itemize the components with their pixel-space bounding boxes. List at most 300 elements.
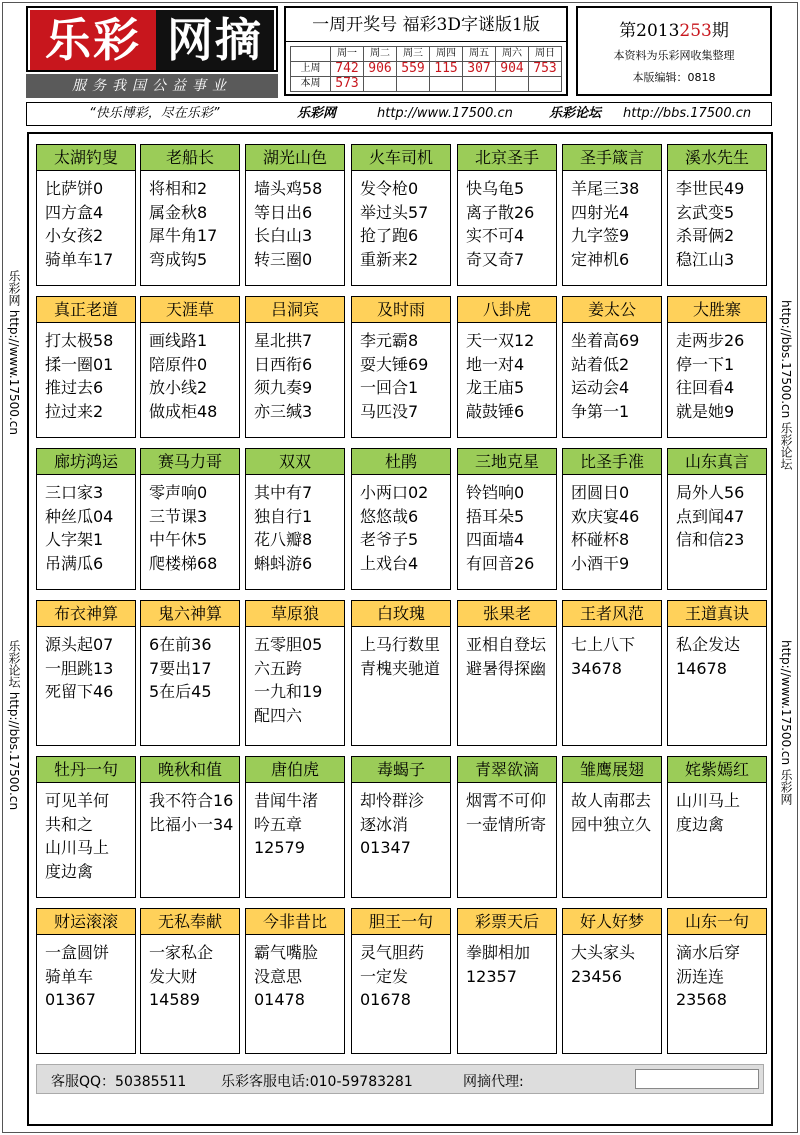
- side-text-left-1: 乐彩网 http://www.17500.cn: [7, 270, 21, 435]
- tip-line: 上马行数里: [360, 635, 441, 654]
- tip-card-body: [563, 627, 661, 680]
- footer: [36, 1064, 764, 1094]
- logo: [26, 6, 278, 72]
- tip-line: 沥连连: [676, 966, 725, 986]
- tip-line: 灵气胆药: [360, 943, 425, 962]
- tip-card-body: [563, 783, 661, 836]
- tip-line: 蝌蚪游6: [254, 553, 313, 573]
- site-link[interactable]: http://www.17500.cn: [377, 106, 513, 121]
- tip-card-title: 圣手箴言: [563, 145, 661, 171]
- tip-card: [667, 448, 767, 590]
- tip-line: 源头起07: [45, 635, 114, 654]
- tip-card-title: 湖光山色: [246, 145, 344, 171]
- tip-line: 李世民49: [676, 179, 745, 198]
- issue-box: [576, 6, 772, 96]
- tip-line: 一家私企: [149, 943, 214, 962]
- tip-card: [562, 600, 662, 746]
- footer-qq: 客服QQ：50385511: [51, 1074, 187, 1090]
- tip-line: 有回音26: [466, 553, 535, 573]
- tip-card-body: [246, 171, 344, 271]
- tip-line: 快乌龟5: [466, 179, 525, 198]
- tip-card: [140, 908, 240, 1054]
- tip-line: 发大财: [149, 966, 198, 986]
- tip-card: [562, 448, 662, 590]
- tip-card: [667, 144, 767, 286]
- draw-number: 307: [463, 62, 496, 77]
- tip-line: 三口家3: [45, 483, 104, 502]
- tip-card: [457, 296, 557, 438]
- last-week-label: 上周: [291, 62, 331, 77]
- draw-number: [430, 77, 463, 92]
- tip-card-title: 真正老道: [37, 297, 135, 323]
- tip-line: 逐冰消: [360, 814, 409, 834]
- side-text-right-2: http://www.17500.cn 乐彩网: [779, 640, 793, 805]
- draw-number: 906: [364, 62, 397, 77]
- tip-card: [245, 144, 345, 286]
- tip-line: 园中独立久: [571, 814, 652, 834]
- tip-line: 一定发: [360, 966, 409, 986]
- tip-line: 故人南郡去: [571, 791, 652, 810]
- tip-card-body: [37, 627, 135, 704]
- tip-card-title: 晚秋和值: [141, 757, 239, 783]
- tip-line: 可见羊何: [45, 791, 110, 810]
- tip-card-body: [352, 323, 450, 423]
- tip-line: 运动会4: [571, 378, 630, 397]
- tip-card-body: [668, 783, 766, 836]
- tip-card: [562, 756, 662, 898]
- tip-line: 共和之: [45, 814, 94, 834]
- tip-card-body: [458, 783, 556, 836]
- tip-card-title: 赛马力哥: [141, 449, 239, 475]
- tip-line: 推过去6: [45, 378, 104, 397]
- tip-line: 四面墙4: [466, 530, 525, 549]
- tip-line: 抢了跑6: [360, 226, 419, 245]
- tip-line: 独自行1: [254, 506, 313, 526]
- tip-card-body: [563, 475, 661, 575]
- footer-agent: 网摘代理:: [463, 1074, 524, 1090]
- tip-card: [245, 908, 345, 1054]
- tip-line: 将相和2: [149, 179, 208, 198]
- forum-link[interactable]: http://bbs.17500.cn: [623, 106, 752, 121]
- tip-card-body: [246, 783, 344, 860]
- tip-line: 34678: [571, 658, 622, 678]
- tip-line: 23568: [676, 990, 727, 1009]
- tip-card: [36, 756, 136, 898]
- tip-card-body: [141, 171, 239, 271]
- tip-line: 7要出17: [149, 658, 212, 678]
- tip-line: 奇又奇7: [466, 249, 525, 269]
- draw-number: 742: [331, 62, 364, 77]
- tip-card: [36, 296, 136, 438]
- tip-card-body: [141, 783, 239, 836]
- tip-line: 画线路1: [149, 331, 208, 350]
- tip-card: [245, 296, 345, 438]
- tip-line: 实不可4: [466, 226, 525, 245]
- tip-line: 霸气嘴脸: [254, 943, 319, 962]
- tip-line: 欢庆宴46: [571, 506, 640, 526]
- tip-line: 青槐夹驰道: [360, 658, 441, 678]
- tip-line: 配四六: [254, 705, 303, 725]
- tip-line: 14678: [676, 658, 727, 678]
- tip-card-title: 大胜寨: [668, 297, 766, 323]
- tip-card-title: 财运滚滚: [37, 909, 135, 935]
- tip-line: 没意思: [254, 966, 303, 986]
- tip-line: 发令枪0: [360, 179, 419, 198]
- tip-card-title: 吕洞宾: [246, 297, 344, 323]
- tip-card-title: 毒蝎子: [352, 757, 450, 783]
- tip-card-body: [37, 323, 135, 423]
- tip-line: 墙头鸡58: [254, 179, 323, 198]
- tip-line: 避暑得探幽: [466, 658, 547, 678]
- tip-line: 争第一1: [571, 401, 630, 421]
- tip-card: [351, 296, 451, 438]
- tip-card: [457, 756, 557, 898]
- side-text-right-1: http://bbs.17500.cn 乐彩论坛: [779, 300, 793, 471]
- tip-line: 团圆日0: [571, 483, 630, 502]
- tip-card: [351, 756, 451, 898]
- tip-line: 小两口02: [360, 483, 429, 502]
- tip-card: [245, 600, 345, 746]
- tip-line: 花八瓣8: [254, 530, 313, 549]
- tip-card-title: 八卦虎: [458, 297, 556, 323]
- tip-card-title: 北京圣手: [458, 145, 556, 171]
- tip-card-body: [37, 783, 135, 883]
- tip-line: 01367: [45, 990, 96, 1009]
- tip-card: [457, 908, 557, 1054]
- tip-card-title: 王者风范: [563, 601, 661, 627]
- tip-card-title: 山东真言: [668, 449, 766, 475]
- tip-line: 铃铛响0: [466, 483, 525, 502]
- draw-number: [397, 77, 430, 92]
- tip-line: 局外人56: [676, 483, 745, 502]
- tip-line: 五零胆05: [254, 635, 323, 654]
- tip-line: 陪原件0: [149, 354, 208, 374]
- draw-number: [496, 77, 529, 92]
- tip-line: 地一对4: [466, 354, 525, 374]
- tip-card-body: [668, 475, 766, 552]
- tip-line: 死留下46: [45, 682, 114, 701]
- tip-line: 爬楼梯68: [149, 553, 218, 573]
- tip-line: 比福小一34: [149, 814, 234, 834]
- tip-card-body: [352, 935, 450, 1012]
- tip-line: 放小线2: [149, 378, 208, 397]
- tip-card-title: 及时雨: [352, 297, 450, 323]
- tip-line: 一九和19: [254, 682, 323, 701]
- tip-card-body: [141, 323, 239, 423]
- this-week-label: 本周: [291, 77, 331, 92]
- tip-line: 昔闻牛渚: [254, 791, 319, 810]
- tip-line: 种丝瓜04: [45, 506, 114, 526]
- this-week-row: [291, 77, 562, 92]
- tip-line: 01678: [360, 990, 411, 1009]
- tip-card-title: 草原狼: [246, 601, 344, 627]
- tip-card-title: 比圣手准: [563, 449, 661, 475]
- tip-card: [140, 144, 240, 286]
- url-bar: [26, 102, 772, 126]
- tip-line: 离子散26: [466, 202, 535, 222]
- tip-line: 星北拱7: [254, 331, 313, 350]
- tip-line: 坐着高69: [571, 331, 640, 350]
- logo-part-1: 乐彩: [30, 10, 156, 70]
- tip-card-title: 白玫瑰: [352, 601, 450, 627]
- tip-card: [140, 600, 240, 746]
- draw-number: [529, 77, 562, 92]
- tip-line: 转三圈0: [254, 249, 313, 269]
- tip-card: [667, 908, 767, 1054]
- tip-card-title: 溪水先生: [668, 145, 766, 171]
- tip-card-title: 雏鹰展翅: [563, 757, 661, 783]
- tip-card-title: 布衣神算: [37, 601, 135, 627]
- tip-line: 一壶情所寄: [466, 814, 547, 834]
- tip-card-body: [141, 475, 239, 575]
- tip-card: [667, 756, 767, 898]
- tip-card-body: [141, 627, 239, 704]
- tip-card-body: [458, 171, 556, 271]
- tip-line: 14589: [149, 990, 200, 1009]
- motto: “快乐博彩，尽在乐彩”: [89, 106, 220, 121]
- last-week-row: [291, 62, 562, 77]
- tip-card: [245, 448, 345, 590]
- tip-line: 玄武变5: [676, 202, 735, 222]
- tip-line: 停一下1: [676, 354, 735, 374]
- tip-line: 骑单车: [45, 966, 94, 986]
- tip-line: 马匹没7: [360, 401, 419, 421]
- tip-line: 01347: [360, 838, 411, 857]
- tip-card-title: 太湖钓叟: [37, 145, 135, 171]
- tip-card: [667, 296, 767, 438]
- tip-card-title: 鬼六神算: [141, 601, 239, 627]
- tip-card-body: [563, 171, 661, 271]
- tip-card-body: [37, 171, 135, 271]
- tip-card-title: 火车司机: [352, 145, 450, 171]
- slogan: 服务我国公益事业: [26, 74, 278, 98]
- tip-line: 小酒干9: [571, 553, 630, 573]
- tip-line: 定神机6: [571, 249, 630, 269]
- tip-line: 犀牛角17: [149, 226, 218, 245]
- tip-line: 私企发达: [676, 635, 741, 654]
- tip-card: [36, 448, 136, 590]
- tip-line: 度边禽: [676, 814, 725, 834]
- tip-card-title: 山东一句: [668, 909, 766, 935]
- tip-line: 揉一圈01: [45, 354, 114, 374]
- footer-phone: 乐彩客服电话:010-59783281: [221, 1074, 413, 1090]
- tip-card-body: [458, 323, 556, 423]
- tip-card-title: 杜鹃: [352, 449, 450, 475]
- tip-card: [351, 600, 451, 746]
- tip-card: [351, 908, 451, 1054]
- tip-line: 滴水后穿: [676, 943, 741, 962]
- logo-part-2: 网摘: [156, 10, 274, 70]
- tip-line: 长白山3: [254, 226, 313, 245]
- issue-editor: 本版编辑：0818: [632, 71, 716, 84]
- tip-card: [457, 600, 557, 746]
- tip-line: 四射光4: [571, 202, 630, 222]
- tip-card: [140, 296, 240, 438]
- tip-line: 一盒圆饼: [45, 943, 110, 962]
- tip-line: 大头家头: [571, 943, 636, 962]
- draw-number: 115: [430, 62, 463, 77]
- tip-line: 捂耳朵5: [466, 506, 525, 526]
- tip-line: 悠悠哉6: [360, 506, 419, 526]
- day-label: 周六: [496, 47, 529, 62]
- tip-line: 山川马上: [45, 838, 110, 857]
- tip-card-body: [458, 935, 556, 988]
- tip-line: 拉过来2: [45, 401, 104, 421]
- tip-line: 零声响0: [149, 483, 208, 502]
- tip-card-body: [352, 783, 450, 860]
- agent-field: [635, 1069, 759, 1089]
- tip-line: 吟五章: [254, 814, 303, 834]
- tip-line: 中午休5: [149, 530, 208, 549]
- tip-card-title: 王道真诀: [668, 601, 766, 627]
- tip-line: 其中有7: [254, 483, 313, 502]
- tip-card: [140, 448, 240, 590]
- tip-card: [667, 600, 767, 746]
- issue-number: 第2013253期: [619, 21, 729, 41]
- tip-card-title: 好人好梦: [563, 909, 661, 935]
- tip-line: 12579: [254, 838, 305, 857]
- tip-line: 12357: [466, 966, 517, 986]
- tip-line: 就是她9: [676, 401, 735, 421]
- tip-line: 拳脚相加: [466, 943, 531, 962]
- tip-line: 羊尾三38: [571, 179, 640, 198]
- tip-line: 九字签9: [571, 226, 630, 245]
- tip-card-title: 廊坊鸿运: [37, 449, 135, 475]
- tip-card-title: 天涯草: [141, 297, 239, 323]
- draw-number: 904: [496, 62, 529, 77]
- tip-line: 山川马上: [676, 791, 741, 810]
- draw-table: [290, 46, 562, 92]
- day-label: 周三: [397, 47, 430, 62]
- tip-card-title: 姹紫嫣红: [668, 757, 766, 783]
- day-label: 周一: [331, 47, 364, 62]
- tip-card-title: 老船长: [141, 145, 239, 171]
- tip-line: 上戏台4: [360, 553, 419, 573]
- tip-line: 亦三缄3: [254, 401, 313, 421]
- tip-line: 点到闻47: [676, 506, 745, 526]
- tip-card-body: [458, 475, 556, 575]
- tip-line: 人字架1: [45, 530, 104, 549]
- site-label: 乐彩网: [297, 106, 337, 121]
- tip-line: 属金秋8: [149, 202, 208, 222]
- tip-card: [245, 756, 345, 898]
- tip-card-body: [246, 627, 344, 727]
- tip-card-body: [563, 935, 661, 988]
- tip-card: [351, 144, 451, 286]
- tip-card: [36, 908, 136, 1054]
- tip-card: [140, 756, 240, 898]
- tip-line: 举过头57: [360, 202, 429, 222]
- tip-card-body: [668, 935, 766, 1012]
- tip-card: [36, 600, 136, 746]
- tip-line: 5在后45: [149, 682, 212, 701]
- draw-days-row: [291, 47, 562, 62]
- issue-source: 本资料为乐彩网收集整理: [613, 49, 735, 62]
- tip-line: 吊满瓜6: [45, 553, 104, 573]
- tip-card: [457, 144, 557, 286]
- tip-line: 四方盒4: [45, 202, 104, 222]
- tip-card: [562, 144, 662, 286]
- tip-line: 打太极58: [45, 331, 114, 350]
- tip-card-body: [246, 935, 344, 1012]
- tip-line: 李元霸8: [360, 331, 419, 350]
- tip-card-title: 三地克星: [458, 449, 556, 475]
- tip-line: 杀哥俩2: [676, 226, 735, 245]
- tip-card-body: [246, 323, 344, 423]
- tip-card-title: 唐伯虎: [246, 757, 344, 783]
- forum-label: 乐彩论坛: [549, 106, 602, 121]
- tip-card-title: 姜太公: [563, 297, 661, 323]
- tip-line: 烟霄不可仰: [466, 791, 547, 810]
- tip-line: 小女孩2: [45, 226, 104, 245]
- tip-card-body: [458, 627, 556, 680]
- tip-card-body: [668, 323, 766, 423]
- tip-card-body: [352, 627, 450, 680]
- tip-line: 01478: [254, 990, 305, 1009]
- tip-line: 龙王庙5: [466, 378, 525, 397]
- tip-line: 六五跨: [254, 658, 303, 678]
- tip-card-title: 今非昔比: [246, 909, 344, 935]
- tip-line: 等日出6: [254, 202, 313, 222]
- tip-line: 亚相自登坛: [466, 635, 547, 654]
- tip-line: 站着低2: [571, 354, 630, 374]
- tip-card-body: [352, 171, 450, 271]
- side-text-left-2: 乐彩论坛 http://bbs.17500.cn: [7, 640, 21, 811]
- tip-line: 骑单车17: [45, 249, 114, 269]
- day-label: 周四: [430, 47, 463, 62]
- tip-card: [562, 908, 662, 1054]
- tip-card-body: [246, 475, 344, 575]
- tip-line: 一回合1: [360, 378, 419, 397]
- tip-line: 须九奏9: [254, 378, 313, 397]
- tip-line: 弯成钩5: [149, 249, 208, 269]
- tip-line: 七上八下: [571, 635, 636, 654]
- tip-line: 耍大锤69: [360, 354, 429, 374]
- tip-card: [351, 448, 451, 590]
- tip-line: 杯碰杯8: [571, 530, 630, 549]
- day-label: 周日: [529, 47, 562, 62]
- tip-card-body: [668, 171, 766, 271]
- day-label: 周五: [463, 47, 496, 62]
- tip-line: 我不符合16: [149, 791, 234, 810]
- tip-line: 比萨饼0: [45, 179, 104, 198]
- tip-line: 度边禽: [45, 861, 94, 881]
- tip-line: 日西衔6: [254, 354, 313, 374]
- tip-card-title: 牡丹一句: [37, 757, 135, 783]
- tip-card: [36, 144, 136, 286]
- tip-line: 信和信23: [676, 530, 745, 549]
- tip-card-body: [563, 323, 661, 423]
- tip-card-title: 青翠欲滴: [458, 757, 556, 783]
- draw-title: 一周开奖号 福彩3D字谜版1版: [286, 8, 566, 42]
- tip-line: 三节课3: [149, 506, 208, 526]
- draw-number: 573: [331, 77, 364, 92]
- tip-card-body: [668, 627, 766, 680]
- tip-line: 天一双12: [466, 331, 535, 350]
- tip-card: [457, 448, 557, 590]
- tip-card-body: [37, 475, 135, 575]
- draw-results-box: [284, 6, 568, 96]
- draw-number: 753: [529, 62, 562, 77]
- tip-line: 23456: [571, 966, 622, 986]
- tip-line: 6在前36: [149, 635, 212, 654]
- tip-line: 重新来2: [360, 249, 419, 269]
- tip-card-title: 张果老: [458, 601, 556, 627]
- tip-card: [562, 296, 662, 438]
- tip-card-title: 无私奉献: [141, 909, 239, 935]
- tip-line: 做成柜48: [149, 401, 218, 421]
- tip-line: 往回看4: [676, 378, 735, 397]
